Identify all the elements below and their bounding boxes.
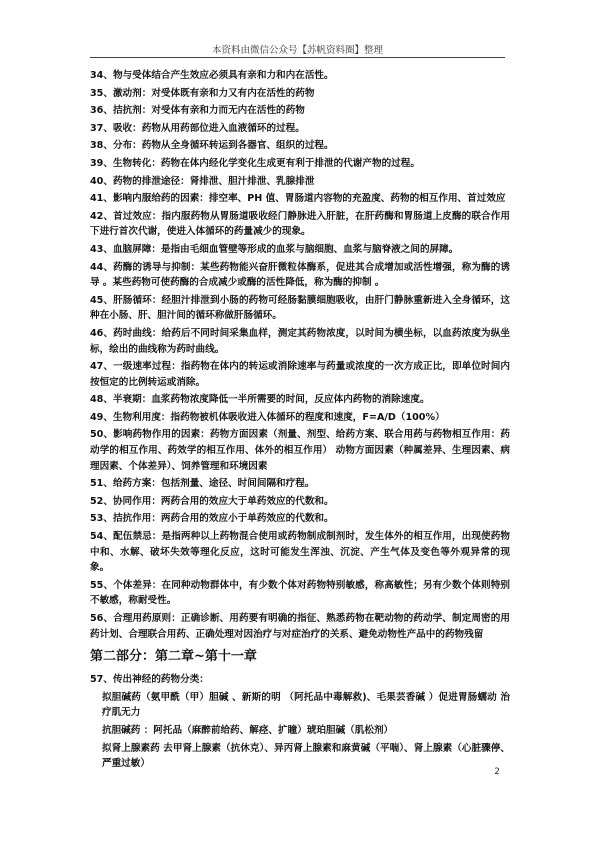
- list-item: 35、激动剂：对受体既有亲和力又有内在活性的药物: [90, 87, 315, 99]
- list-item: 54、配伍禁忌：是指两种以上药物混合使用或药物制成制剂时，发生体外的相互作用，出现使药物中和、水解、破坏失效等理化反应，这时可能发生浑浊、沉淀、产生气体及变色等外观异常的现象。: [90, 531, 510, 574]
- list-item: 38、分布：药物从全身循环转运到各器官、组织的过程。: [90, 140, 334, 152]
- list-item: 抗胆碱药 ：阿托品（麻醉前给药、解痉、扩瞳）琥珀胆碱（肌松剂）: [102, 724, 394, 736]
- list-item: 57、传出神经的药物分类：: [90, 674, 209, 686]
- list-item: 34、物与受体结合产生效应必须具有亲和力和内在活性。: [90, 70, 334, 81]
- list-item: 41、影响内服给药的因素：排空率、PH 值、胃肠道内容物的充盈度、药物的相互作用、首过效应: [90, 193, 506, 205]
- list-item: 拟肾上腺素药 去甲肾上腺素（抗休克）、异丙肾上腺素和麻黄碱（平喘）、肾上腺素（心脏骤停、严重过敏）: [102, 742, 510, 770]
- list-item: 42、首过效应：指内服药物从胃肠道吸收经门静脉进入肝脏，在肝药酶和胃肠道上皮酶的联合作用下进行首次代谢，使进入体循环的药量减少的现象。: [90, 210, 510, 238]
- list-item: 50、影响药物作用的因素：药物方面因素（剂量、剂型、给药方案、联合用药与药物相互作用：药动学的相互作用、药效学的相互作用、体外的相互作用） 动物方面因素（种属差异、生理因素、病理因素、个体差异）、饲养管理和环境因素: [90, 429, 510, 472]
- header-divider: [90, 57, 505, 58]
- list-item: 46、药时曲线：给药后不同时间采集血样，测定其药物浓度，以时间为横坐标，以血药浓度为纵坐标，绘出的曲线称为药时曲线。: [90, 327, 510, 355]
- list-item: 49、生物利用度：指药物被机体吸收进入体循环的程度和速度，F=A/D（100%）: [90, 411, 445, 423]
- list-item: 43、血脑屏障：是指由毛细血管壁等形成的血浆与脑细胞、血浆与脑脊液之间的屏障。: [90, 243, 459, 255]
- list-item: 45、肝肠循环：经胆汁排泄到小肠的药物可经肠黏膜细胞吸收，由肝门静脉重新进入全身循环，这种在小肠、肝、胆汁间的循环称做肝肠循环。: [90, 294, 510, 322]
- list-item: 拟胆碱药（氨甲酰（甲）胆碱 、新斯的明 （阿托品中毒解救)、毛果芸香碱 ）促进胃肠蠕动 治疗肌无力: [102, 691, 510, 719]
- list-item: 39、生物转化：药物在体内经化学变化生成更有利于排泄的代谢产物的过程。: [90, 157, 420, 169]
- list-item: 37、吸收：药物从用药部位进入血液循环的过程。: [90, 122, 305, 134]
- list-item: 44、药酶的诱导与抑制：某些药物能兴奋肝微粒体酶系，促进其合成增加或活性增强，称为酶的诱导 。某些药物可使药酶的合成减少或酶的活性降低，称为酶的抑制 。: [90, 261, 510, 289]
- definition-list: [90, 68, 510, 642]
- list-item: 56、合理用药原则：正确诊断、用药要有明确的指征、熟悉药物在靶动物的药动学、制定周密的用药计划、合理联合用药、正确处理对因治疗与对症治疗的关系、避免动物性产品中的药物残留: [90, 613, 510, 640]
- list-item: 36、拮抗剂：对受体有亲和力而无内在活性的药物: [90, 105, 305, 117]
- page-header: 本资料由微信公众号【苏帆资料圈】整理: [211, 45, 383, 56]
- list-item: 47、一级速率过程：指药物在体内的转运或消除速率与药量或浓度的一次方成正比，即单位时间内按恒定的比例转运或消除。: [90, 361, 510, 388]
- list-item: 40、药物的排泄途径：肾排泄、胆汁排泄、乳腺排泄: [90, 175, 315, 187]
- list-item: 55、个体差异：在同种动物群体中，有少数个体对药物特别敏感，称高敏性；另有少数个体则特别不敏感，称耐受性。: [90, 579, 510, 607]
- list-item: 48、半衰期：血浆药物浓度降低一半所需要的时间，反应体内药物的消除速度。: [90, 394, 430, 406]
- list-item: 53、拮抗作用：两药合用的效应小于单药效应的代数和。: [90, 513, 334, 525]
- list-item: 52、协同作用：两药合用的效应大于单药效应的代数和。: [90, 495, 334, 507]
- document-body: [90, 68, 510, 774]
- list-item: 51、给药方案：包括剂量、途径、时间间隔和疗程。: [90, 478, 315, 490]
- page-number: 2: [494, 767, 500, 777]
- section-title: 第二部分：第二章~第十一章: [90, 649, 257, 665]
- drug-classification-list: [90, 672, 510, 772]
